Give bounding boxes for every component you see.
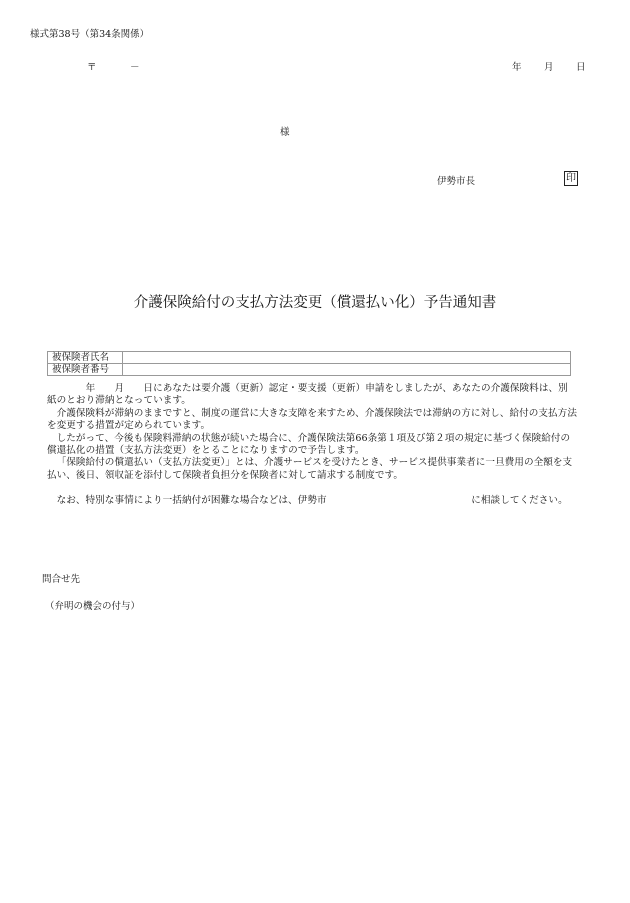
- table-row: [48, 352, 571, 364]
- paragraph: なお、特別な事情により一括納付が困難な場合などは、伊勢市 に相談してください。: [56, 494, 568, 506]
- addressee-suffix: 様: [280, 127, 290, 138]
- notice-body: [47, 383, 577, 507]
- hearing-note: （弁明の機会の付与）: [45, 601, 141, 612]
- insured-number-value: [123, 364, 571, 376]
- sender: 伊勢市長: [437, 176, 476, 187]
- paragraph: 年 月 日にあなたは要介護（更新）認定・要支援（更新）申請をしましたが、あなたの介護保険料は、別紙のとおり滞納となっています。: [47, 383, 568, 407]
- form-number: 様式第38号（第34条関係）: [30, 29, 150, 40]
- postal-mark: 〒: [87, 62, 97, 73]
- date-month: 月: [544, 62, 554, 73]
- table-row: [48, 364, 571, 376]
- paragraph: したがって、今後も保険料滞納の状態が続いた場合に、介護保険法第66条第１項及び第２項の規定に基づく保険給付の償還払化の措置（支払方法変更）をとることになりますので予告します。: [47, 432, 571, 457]
- postal-dash: －: [130, 62, 140, 73]
- date-day: 日: [576, 62, 586, 73]
- insured-name-label: 被保険者氏名: [48, 352, 123, 364]
- insured-number-label: 被保険者番号: [48, 364, 123, 376]
- insured-name-value: [123, 352, 571, 364]
- contact-label: 問合せ先: [42, 574, 81, 585]
- paragraph: 介護保険料が滞納のままですと、制度の運営に大きな支障を来すため、介護保険法では滞納の方に対し、給付の支払方法を変更する措置が定められています。: [47, 407, 577, 432]
- date-year: 年: [512, 62, 522, 73]
- paragraph: 「保険給付の償還払い（支払方法変更）」とは、介護サービスを受けたとき、サービス提供事業者に一旦費用の全額を支払い、後日、領収証を添付して保険者負担分を保険者に対して請求する制度です。: [47, 457, 573, 481]
- insured-info-table: [47, 351, 571, 376]
- seal-mark: 印: [566, 173, 576, 184]
- document-title: 介護保険給付の支払方法変更（償還払い化）予告通知書: [133, 295, 497, 311]
